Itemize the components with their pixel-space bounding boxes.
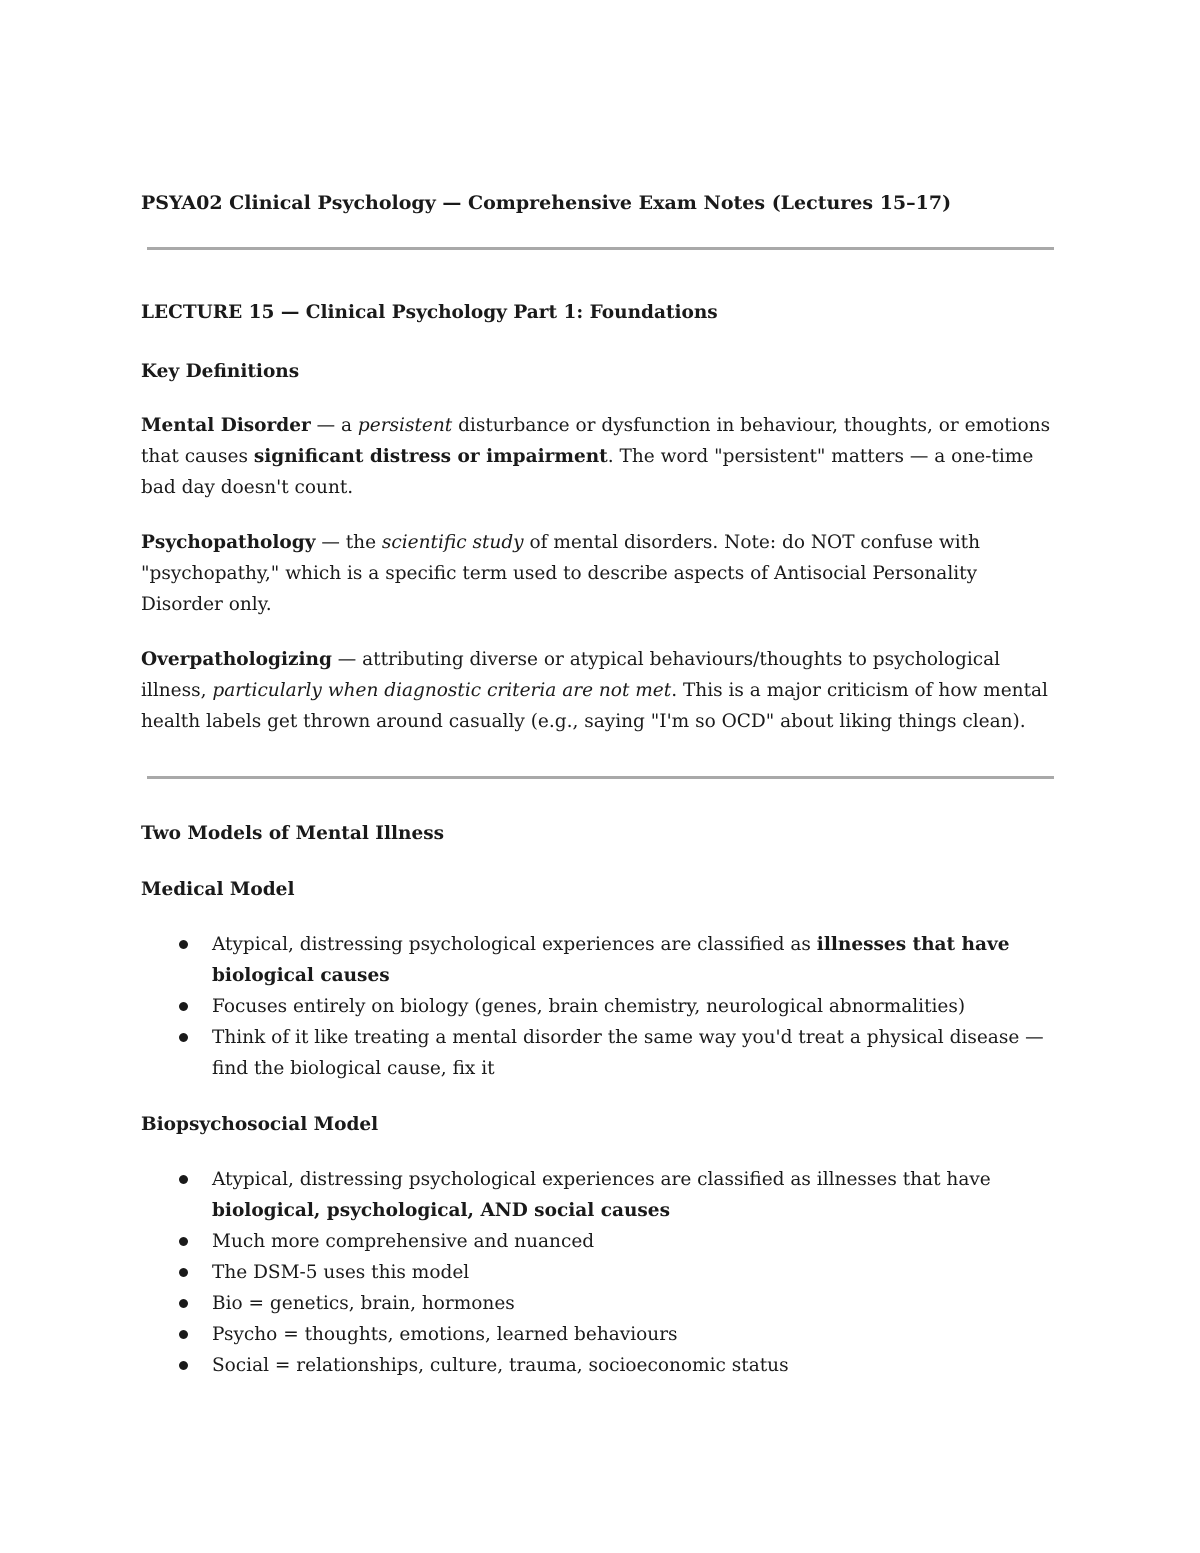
emphasis-text: persistent [357, 415, 453, 436]
horizontal-divider [147, 247, 1054, 250]
list-item-text: Atypical, distressing psychological experiences are classified as illnesses that have [212, 1169, 991, 1190]
biopsychosocial-model-list [141, 1164, 1061, 1381]
list-item-text: Social = relationships, culture, trauma, socioeconomic status [212, 1355, 789, 1376]
list-item [141, 1257, 1061, 1288]
list-item-text: Think of it like treating a mental disorder the same way you'd treat a physical disease — find the biological cause, fix it [212, 1027, 1044, 1079]
definition-overpathologizing [141, 644, 1061, 737]
list-item [141, 1350, 1061, 1381]
list-item [141, 991, 1061, 1022]
list-item-text: Bio = genetics, brain, hormones [212, 1293, 515, 1314]
biopsychosocial-model-heading: Biopsychosocial Model [141, 1114, 379, 1135]
horizontal-divider [147, 776, 1054, 779]
key-definitions-heading: Key Definitions [141, 361, 300, 382]
definition-text: . The word "persistent" matters — a one-time bad day doesn't count. [141, 446, 1034, 498]
bullet-icon [179, 1033, 188, 1042]
list-item-text: Atypical, distressing psychological experiences are classified as [212, 934, 817, 955]
medical-model-list [141, 929, 1061, 1084]
list-item [141, 1319, 1061, 1350]
list-item [141, 1022, 1061, 1084]
definition-text: of mental disorders. Note: do NOT confuse with "psychopathy," which is a specific term used to describe aspects of Antisocial Personality Disorder only. [141, 532, 981, 615]
definition-mental-disorder [141, 410, 1061, 503]
bullet-icon [179, 1268, 188, 1277]
document-title: PSYA02 Clinical Psychology — Comprehensive Exam Notes (Lectures 15–17) [141, 192, 952, 214]
definition-text: disturbance or dysfunction in behaviour, thoughts, or emotions that causes [141, 415, 1051, 467]
list-item [141, 1226, 1061, 1257]
bullet-icon [179, 1237, 188, 1246]
definition-text: — the [315, 532, 382, 553]
list-item [141, 929, 1061, 991]
emphasis-text: particularly when diagnostic criteria are not met [212, 680, 672, 701]
bullet-icon [179, 940, 188, 949]
medical-model-heading: Medical Model [141, 879, 295, 900]
bullet-icon [179, 1330, 188, 1339]
emphasis-text: scientific study [381, 532, 524, 553]
definition-text: — a [310, 415, 358, 436]
bold-text: biological, psychological, AND social causes [212, 1200, 670, 1221]
list-item-text: The DSM-5 uses this model [212, 1262, 470, 1283]
bullet-icon [179, 1002, 188, 1011]
term-psychopathology: Psychopathology [141, 532, 316, 553]
two-models-heading: Two Models of Mental Illness [141, 823, 445, 844]
list-item [141, 1288, 1061, 1319]
list-item-text: Much more comprehensive and nuanced [212, 1231, 595, 1252]
list-item-text: Psycho = thoughts, emotions, learned behaviours [212, 1324, 678, 1345]
definition-text: . This is a major criticism of how mental health labels get thrown around casually (e.g., saying "I'm so OCD" about liking things clean). [141, 680, 1048, 732]
term-mental-disorder: Mental Disorder [141, 415, 311, 436]
list-item-text: Focuses entirely on biology (genes, brain chemistry, neurological abnormalities) [212, 996, 966, 1017]
definition-text: — attributing diverse or atypical behaviours/thoughts to psychological illness, [141, 649, 1001, 701]
bold-text: significant distress or impairment [253, 446, 608, 467]
lecture-15-heading: LECTURE 15 — Clinical Psychology Part 1: Foundations [141, 302, 718, 323]
definition-psychopathology [141, 527, 1061, 620]
term-overpathologizing: Overpathologizing [141, 649, 332, 670]
bold-text: illnesses that have biological causes [212, 934, 1010, 986]
bullet-icon [179, 1361, 188, 1370]
list-item [141, 1164, 1061, 1226]
bullet-icon [179, 1175, 188, 1184]
bullet-icon [179, 1299, 188, 1308]
